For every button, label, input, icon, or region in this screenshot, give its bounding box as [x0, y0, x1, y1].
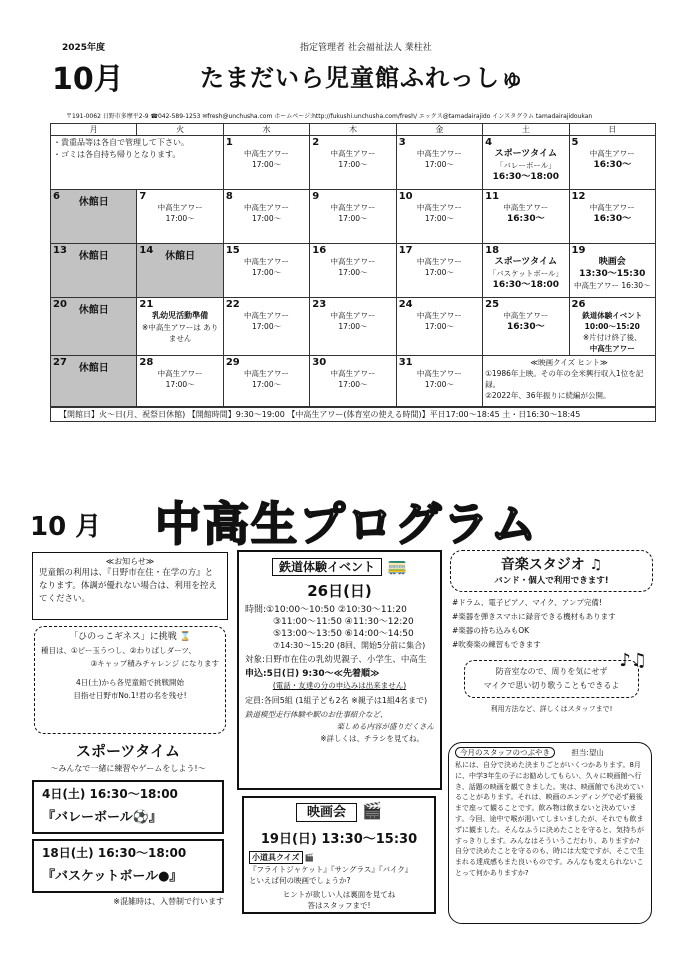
day-cell: 22 中高生アワー 17:00〜 — [223, 298, 309, 356]
day-cell: 4 スポーツタイム 「バレーボール」 16:30〜18:00 — [483, 136, 569, 190]
railway-times-2: ③11:00〜11:50 ④11:30〜12:20 — [273, 617, 414, 627]
guinness-line-1: 種目は、①ピー玉うつし、②わりばしダーツ、 — [41, 646, 196, 655]
music-item-1: #ドラム、電子ピアノ、マイク、アンプ完備! — [452, 598, 602, 607]
opening-hours: 【開館日】火〜日(月、祝祭日休館) 【開館時間】9:30〜19:00 【中高生アワー(体育室の使える時間)】平日17:00〜18:45 土・日16:30〜18:45 — [50, 406, 656, 422]
day-cell: 23 中高生アワー 17:00〜 — [310, 298, 396, 356]
railway-times-4: ⑦14:30〜15:20 (8回、開始5分前に集合) — [273, 641, 426, 650]
music-body-3: 利用方法など、詳しくはスタッフまで! — [490, 705, 613, 713]
railway-apply: 申込:5日(日) 9:30〜≪先着順≫ — [245, 669, 380, 679]
notice-box — [32, 552, 228, 620]
sport-date-1: 4日(土) 16:30〜18:00 — [42, 787, 178, 801]
day-cell: 10 中高生アワー 17:00〜 — [396, 190, 482, 244]
music-item-4: #吹奏楽の練習もできます — [452, 640, 541, 649]
sport-title: スポーツタイム — [76, 742, 180, 760]
sport-basket-box — [32, 839, 224, 893]
day-cell-closed: 20 休館日 — [51, 298, 137, 356]
program-title: 中高生プログラム — [155, 497, 539, 551]
day-cell: 5 中高生アワー 16:30〜 — [569, 136, 655, 190]
staff-text: 私には、自分で決めた決まりごとがいくつかあります。8月に、中学3年生の子にお勧めしてもらい、久々に映画館へ行き、話題の映画を観てきました。実は、映画館でも決めていることがあります。それは、映画のエンディングで必ず最後まで座って観ることです。飲み物は飲まないと決めています。今回、途中で喉が渇いてしまいましたが、それでも飲まずに観ました。そんなふうに決めたことを守ると、気持ちがすっきりします。みんなはそういうこだわり、ありますか?自分で決めたことを守るのも、時には大変ですが、そこで生まれる達成感もまた良いものです。みんなも変えられないことって何かありますか? — [455, 761, 644, 877]
weekday-fri: 金 — [396, 124, 482, 136]
program-month: 10 月 — [30, 512, 102, 542]
day-cell: 11 中高生アワー 16:30〜 — [483, 190, 569, 244]
sport-date-2: 18日(土) 16:30〜18:00 — [42, 846, 187, 860]
music-note-icon: ♫ — [589, 557, 603, 573]
sport-subtitle: 〜みんなで一緒に練習やゲームをしよう!〜 — [50, 764, 206, 773]
quiz-hint-1: ヒントが欲しい人は裏面を見てね — [282, 890, 396, 899]
props-quiz-label: 小道具クイズ — [249, 851, 303, 864]
weekday-thu: 木 — [310, 124, 396, 136]
railway-times-label: 時間: — [245, 605, 267, 615]
railway-desc-2: 楽しめる内容が盛りだくさん — [336, 722, 434, 731]
guinness-line-2: ③キャップ積みチャレンジ になります — [90, 659, 219, 668]
music-item-3: #楽器の持ち込みもOK — [452, 626, 530, 635]
day-cell: 21 乳幼児活動準備 ※中高生アワーは ありません — [137, 298, 223, 356]
hinokko-guinness-box — [34, 626, 226, 734]
calendar-table — [50, 123, 656, 408]
music-title: 音楽スタジオ — [500, 557, 585, 573]
weekday-tue: 火 — [137, 124, 223, 136]
day-cell: 15 中高生アワー 17:00〜 — [223, 244, 309, 298]
music-item-2: #楽器を弾きスマホに録音できる機材もあります — [452, 612, 616, 621]
railway-apply-note: (電話・友達の分の申込みは出来ません) — [272, 681, 407, 690]
movie-time: 19日(日) 13:30〜15:30 — [260, 832, 418, 847]
day-cell: 28 中高生アワー 17:00〜 — [137, 356, 223, 408]
volleyball-icon: ⚽』 — [132, 810, 162, 825]
movie-title: 映画会 — [296, 803, 357, 822]
day-cell: 25 中高生アワー 16:30〜 — [483, 298, 569, 356]
staff-column-box — [448, 742, 652, 924]
guinness-title: 「ひのっこギネス」に挑戦 — [69, 632, 177, 642]
railway-target: 対象:日野市在住の乳幼児親子、小学生、中高生 — [245, 655, 427, 665]
guinness-line-3: 4日(土)から各児童館で挑戦開始 — [75, 678, 185, 687]
day-cell: 7 中高生アワー 17:00〜 — [137, 190, 223, 244]
railway-times-1: ①10:00〜10:50 ②10:30〜11:20 — [266, 605, 407, 615]
movie-event-box — [242, 796, 436, 914]
day-cell: 9 中高生アワー 17:00〜 — [310, 190, 396, 244]
sport-volley-label: 『バレーボール — [42, 810, 133, 825]
day-cell: 8 中高生アワー 17:00〜 — [223, 190, 309, 244]
day-cell: 30 中高生アワー 17:00〜 — [310, 356, 396, 408]
clapper-icon: 🎬 — [304, 853, 315, 862]
music-body-2: マイクで思い切り歌うこともできるよ — [483, 681, 620, 690]
sport-time-section — [32, 740, 224, 920]
railway-date: 26日(日) — [307, 582, 372, 600]
weekday-wed: 水 — [223, 124, 309, 136]
movie-quiz-hint: ≪映画クイズ ヒント≫ ①1986年上映。その年の全米興行収入1位を記録。 ②2022年、36年振りに続編が公開。 — [483, 356, 656, 408]
music-body-1: 防音室なので、周りを気にせず — [495, 667, 608, 676]
calendar-notice: ・貴重品等は各自で管理して下さい。 ・ゴミは各自持ち帰りとなります。 — [51, 136, 224, 190]
day-cell-closed: 6 休館日 — [51, 190, 137, 244]
weekday-mon: 月 — [51, 124, 137, 136]
staff-author: 担当:望山 — [571, 748, 604, 757]
day-cell: 31 中高生アワー 17:00〜 — [396, 356, 482, 408]
day-cell: 24 中高生アワー 17:00〜 — [396, 298, 482, 356]
props-quiz-2: といえば何の映画でしょうか? — [249, 876, 351, 885]
day-cell: 19 映画会 13:30〜15:30 中高生アワー 16:30〜 — [569, 244, 655, 298]
day-cell: 17 中高生アワー 17:00〜 — [396, 244, 482, 298]
day-cell: 16 中高生アワー 17:00〜 — [310, 244, 396, 298]
day-cell: 29 中高生アワー 17:00〜 — [223, 356, 309, 408]
railway-desc-1: 鉄道模型走行体験や駅のお仕事紹介など、 — [245, 710, 388, 719]
notice-title: ≪お知らせ≫ — [105, 557, 155, 566]
weekday-sun: 日 — [569, 124, 655, 136]
guinness-line-4: 目指せ日野市No.1!君の名を残せ! — [73, 691, 187, 700]
day-cell: 18 スポーツタイム 「バスケットボール」 16:30〜18:00 — [483, 244, 569, 298]
train-icon: 🚃 — [387, 556, 408, 575]
notice-text: 児童館の利用は、『日野市在住・在学の方』となります。体調が優れない場合は、利用を控えてください。 — [39, 568, 217, 604]
operator: 指定管理者 社会福祉法人 業柱社 — [300, 43, 432, 53]
day-cell-closed: 27 休館日 — [51, 356, 137, 408]
notes-icon: ♪♫ — [619, 650, 647, 671]
sport-note: ※混雑時は、入替制で行います — [113, 897, 224, 906]
day-cell-closed: 13 休館日 — [51, 244, 137, 298]
staff-title: 今月のスタッフのつぶやき — [455, 747, 555, 758]
day-cell: 1 中高生アワー 17:00〜 — [223, 136, 309, 190]
railway-times-3: ⑤13:00〜13:50 ⑥14:00〜14:50 — [273, 629, 414, 639]
day-cell: 12 中高生アワー 16:30〜 — [569, 190, 655, 244]
quiz-hint-2: 答はスタッフまで! — [307, 901, 371, 910]
music-studio-box — [450, 550, 653, 740]
music-subtitle: バンド・個人で利用できます! — [494, 576, 609, 586]
railway-title: 鉄道体験イベント — [272, 558, 382, 576]
railway-event-box — [237, 550, 442, 790]
railway-desc-3: ※詳しくは、チラシを見てね。 — [320, 734, 424, 743]
month-title: 10月 — [52, 62, 124, 97]
film-icon: 🎬 — [362, 801, 383, 820]
page-title: たまだいら児童館ふれっしゅ — [200, 64, 525, 92]
day-cell: 26 鉄道体験イベント 10:00〜15:20 ※片付け終了後、 中高生アワー — [569, 298, 655, 356]
contact-line: 〒191-0062 日野市多摩平2-9 ☎042-589-1253 ✉fresh@unchusha.com ホームページ:http://fukushi.unchusha.com/fresh/ エックス@tamadairajido インスタグラム tamadairajidoukan — [66, 113, 593, 120]
day-cell: 3 中高生アワー 17:00〜 — [396, 136, 482, 190]
railway-capacity: 定員:各回5組 (1組子ども2名 ※親子は1組4名まで) — [245, 696, 428, 705]
day-cell: 2 中高生アワー 17:00〜 — [310, 136, 396, 190]
sport-basket-label: 『バスケットボール — [42, 869, 159, 884]
weekday-sat: 土 — [483, 124, 569, 136]
fiscal-year: 2025年度 — [62, 43, 106, 53]
basketball-icon: ●』 — [158, 869, 183, 884]
day-cell-closed: 14 休館日 — [137, 244, 223, 298]
hourglass-icon: ⌛ — [179, 632, 191, 642]
sport-volley-box — [32, 780, 224, 834]
props-quiz-1: 『フライトジャケット』『サングラス』『バイク』 — [249, 865, 413, 874]
